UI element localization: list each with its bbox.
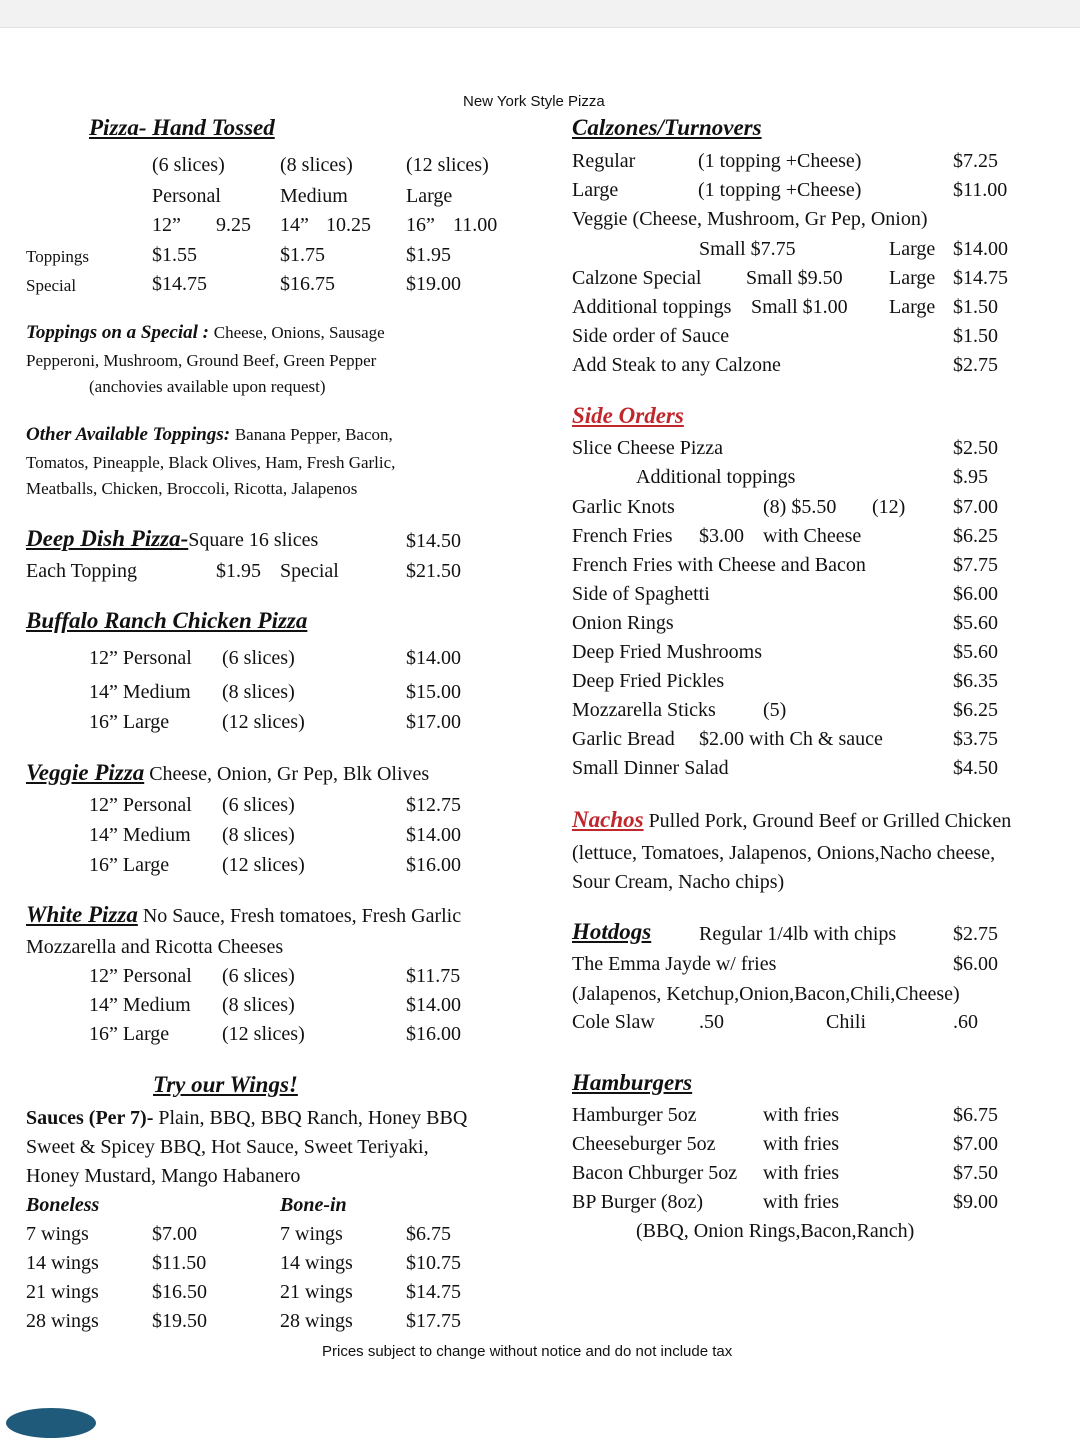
- veggie-heading: Veggie Pizza: [26, 760, 145, 785]
- burger-with: with fries: [763, 1133, 840, 1155]
- slices: (8 slices): [222, 994, 295, 1016]
- item-price: $7.75: [953, 554, 998, 576]
- item-mid: with Cheese: [763, 525, 862, 547]
- price: $12.75: [406, 794, 461, 816]
- buffalo-heading: Buffalo Ranch Chicken Pizza: [26, 608, 308, 633]
- item-price: $2.50: [953, 437, 998, 459]
- wings-heading: Try our Wings!: [153, 1072, 298, 1097]
- size-inch: 12”: [152, 214, 181, 236]
- special-toppings-label: Toppings on a Special :: [26, 322, 209, 343]
- item-mid: (12): [872, 496, 906, 518]
- item-mid: $3.00: [699, 525, 744, 547]
- item-name: French Fries with Cheese and Bacon: [572, 554, 866, 576]
- size-price: 10.25: [326, 214, 371, 236]
- other-toppings-line2: Tomatos, Pineapple, Black Olives, Ham, Fresh Garlic,: [26, 453, 396, 472]
- size: 14” Medium: [89, 824, 191, 846]
- item-name: Onion Rings: [572, 612, 674, 634]
- calzone-special-small: Small $9.50: [746, 267, 843, 289]
- slices: (12 slices): [222, 711, 305, 733]
- item-price: $5.60: [953, 641, 998, 663]
- hamburgers-heading: Hamburgers: [572, 1070, 693, 1095]
- veggie-calzone-small: Small $7.75: [699, 238, 796, 260]
- slices: (12 slices): [222, 854, 305, 876]
- each-topping-label: Each Topping: [26, 560, 137, 582]
- special-label: Special: [26, 276, 77, 295]
- size-slices: (8 slices): [280, 154, 353, 176]
- calzones-heading: Calzones/Turnovers: [572, 115, 762, 140]
- wing-count: 28 wings: [26, 1310, 99, 1332]
- item-name: Deep Fried Mushrooms: [572, 641, 762, 663]
- white-desc2: Mozzarella and Ricotta Cheeses: [26, 936, 284, 958]
- wing-price: $17.75: [406, 1310, 461, 1332]
- hotdog-emma-desc: (Jalapenos, Ketchup,Onion,Bacon,Chili,Cheese): [572, 983, 960, 1005]
- item-name: Small Dinner Salad: [572, 757, 729, 779]
- veggie-desc: Cheese, Onion, Gr Pep, Blk Olives: [149, 763, 430, 785]
- slices: (8 slices): [222, 824, 295, 846]
- item-name: Garlic Knots: [572, 496, 675, 518]
- hotdog-emma: The Emma Jayde w/ fries: [572, 953, 777, 975]
- special-toppings-text: Cheese, Onions, Sausage: [213, 323, 385, 342]
- veggie-calzone-large: $14.00: [953, 238, 1008, 260]
- size-inch: 16”: [406, 214, 435, 236]
- other-toppings-line3: Meatballs, Chicken, Broccoli, Ricotta, Jalapenos: [26, 479, 358, 498]
- veggie-line: [26, 761, 429, 786]
- slices: (8 slices): [222, 681, 295, 703]
- other-toppings-line1: [26, 423, 393, 447]
- burger-price: $7.00: [953, 1133, 998, 1155]
- sauces-line2: Sweet & Spicey BBQ, Hot Sauce, Sweet Teriyaki,: [26, 1136, 429, 1158]
- size-name: Personal: [152, 185, 221, 207]
- item-mid: (8) $5.50: [763, 496, 837, 518]
- slices: (6 slices): [222, 647, 295, 669]
- calzone-price: $11.00: [953, 179, 1008, 201]
- item-name: Side of Spaghetti: [572, 583, 710, 605]
- size-name: Large: [406, 185, 453, 207]
- deep-dish-desc: Square 16 slices: [188, 529, 319, 551]
- item-mid: $2.00 with Ch & sauce: [699, 728, 883, 750]
- chili-price: .60: [953, 1011, 978, 1033]
- size-slices: (6 slices): [152, 154, 225, 176]
- item-price: $.95: [953, 466, 988, 488]
- toppings-label: Toppings: [26, 247, 90, 266]
- calzone-price: $7.25: [953, 150, 998, 172]
- item-price: $6.35: [953, 670, 998, 692]
- wing-count: 14 wings: [280, 1252, 353, 1274]
- deep-special-label: Special: [280, 560, 339, 582]
- burger-price: $6.75: [953, 1104, 998, 1126]
- size-price: 9.25: [216, 214, 251, 236]
- burger-with: with fries: [763, 1162, 840, 1184]
- size: 12” Personal: [89, 794, 192, 816]
- hotdog-emma-price: $6.00: [953, 953, 998, 975]
- wing-price: $6.75: [406, 1223, 451, 1245]
- size: 16” Large: [89, 854, 170, 876]
- side-orders-heading: Side Orders: [572, 403, 684, 428]
- item-price: $6.25: [953, 699, 998, 721]
- hotdog-regular-price: $2.75: [953, 923, 998, 945]
- sauces-text: Plain, BBQ, BBQ Ranch, Honey BBQ: [158, 1107, 468, 1129]
- deep-dish-line: [26, 527, 318, 552]
- size: 16” Large: [89, 711, 170, 733]
- special-toppings-line1: [26, 321, 385, 345]
- addl-toppings-name: Additional toppings: [572, 296, 732, 318]
- nachos-line2: (lettuce, Tomatoes, Jalapenos, Onions,Nacho cheese,: [572, 842, 996, 864]
- item-name: Mozzarella Sticks: [572, 699, 716, 721]
- item-mid: (5): [763, 699, 787, 721]
- calzone-name: Regular: [572, 150, 636, 172]
- white-heading: White Pizza: [26, 902, 138, 927]
- coleslaw-price: .50: [699, 1011, 724, 1033]
- burger-with: with fries: [763, 1104, 840, 1126]
- addl-toppings-small: Small $1.00: [751, 296, 848, 318]
- chili-name: Chili: [826, 1011, 867, 1033]
- deep-special-price: $21.50: [406, 560, 461, 582]
- nachos-line3: Sour Cream, Nacho chips): [572, 871, 785, 893]
- each-topping-price: $1.95: [216, 560, 261, 582]
- item-name: Additional toppings: [636, 466, 796, 488]
- large-label: Large: [889, 267, 936, 289]
- sauces-label: Sauces (Per 7)-: [26, 1107, 154, 1129]
- item-price: $6.00: [953, 583, 998, 605]
- special-toppings-line2: Pepperoni, Mushroom, Ground Beef, Green Pepper: [26, 351, 377, 370]
- wing-count: 21 wings: [280, 1281, 353, 1303]
- special-price: $16.75: [280, 273, 335, 295]
- wing-count: 7 wings: [26, 1223, 89, 1245]
- sauces-line1: [26, 1106, 467, 1130]
- nachos-desc: Pulled Pork, Ground Beef or Grilled Chicken: [648, 810, 1012, 832]
- price: $14.00: [406, 994, 461, 1016]
- boneless-label: Boneless: [26, 1194, 100, 1216]
- nachos-heading: Nachos: [572, 807, 644, 832]
- wing-count: 21 wings: [26, 1281, 99, 1303]
- wing-price: $11.50: [152, 1252, 207, 1274]
- steak-price: $2.75: [953, 354, 998, 376]
- large-label: Large: [889, 296, 936, 318]
- topping-price: $1.95: [406, 244, 451, 266]
- item-name: French Fries: [572, 525, 673, 547]
- veggie-calzone-name: Veggie (Cheese, Mushroom, Gr Pep, Onion): [572, 208, 928, 230]
- bp-burger-desc: (BBQ, Onion Rings,Bacon,Ranch): [636, 1220, 915, 1242]
- price: $14.00: [406, 824, 461, 846]
- other-toppings-text: Banana Pepper, Bacon,: [234, 425, 393, 444]
- burger-price: $9.00: [953, 1191, 998, 1213]
- price: $17.00: [406, 711, 461, 733]
- slices: (6 slices): [222, 965, 295, 987]
- deep-dish-price: $14.50: [406, 530, 461, 552]
- special-price: $14.75: [152, 273, 207, 295]
- burger-name: Bacon Chburger 5oz: [572, 1162, 738, 1184]
- wing-count: 28 wings: [280, 1310, 353, 1332]
- calzone-desc: (1 topping +Cheese): [698, 150, 862, 172]
- size: 12” Personal: [89, 965, 192, 987]
- item-price: $4.50: [953, 757, 998, 779]
- calzone-desc: (1 topping +Cheese): [698, 179, 862, 201]
- wing-price: $7.00: [152, 1223, 197, 1245]
- slices: (12 slices): [222, 1023, 305, 1045]
- other-toppings-label: Other Available Toppings:: [26, 424, 231, 445]
- coleslaw-name: Cole Slaw: [572, 1011, 655, 1033]
- hotdog-regular: Regular 1/4lb with chips: [699, 923, 897, 945]
- item-price: $7.00: [953, 496, 998, 518]
- price: $11.75: [406, 965, 461, 987]
- burger-name: Cheeseburger 5oz: [572, 1133, 716, 1155]
- sauce-name: Side order of Sauce: [572, 325, 730, 347]
- white-line: [26, 903, 461, 928]
- wing-count: 14 wings: [26, 1252, 99, 1274]
- price: $14.00: [406, 647, 461, 669]
- size-inch: 14”: [280, 214, 309, 236]
- calzone-name: Large: [572, 179, 619, 201]
- special-toppings-line3: (anchovies available upon request): [89, 377, 326, 396]
- size-name: Medium: [280, 185, 348, 207]
- size-price: 11.00: [453, 214, 498, 236]
- slices: (6 slices): [222, 794, 295, 816]
- size-slices: (12 slices): [406, 154, 489, 176]
- topping-price: $1.75: [280, 244, 325, 266]
- burger-name: Hamburger 5oz: [572, 1104, 697, 1126]
- steak-name: Add Steak to any Calzone: [572, 354, 781, 376]
- wing-price: $14.75: [406, 1281, 461, 1303]
- topping-price: $1.55: [152, 244, 197, 266]
- item-price: $5.60: [953, 612, 998, 634]
- item-name: Deep Fried Pickles: [572, 670, 725, 692]
- nachos-line1: [572, 808, 1011, 833]
- large-label: Large: [889, 238, 936, 260]
- size: 14” Medium: [89, 994, 191, 1016]
- item-price: $6.25: [953, 525, 998, 547]
- burger-price: $7.50: [953, 1162, 998, 1184]
- wing-price: $10.75: [406, 1252, 461, 1274]
- calzone-special-large: $14.75: [953, 267, 1008, 289]
- deep-dish-heading: Deep Dish Pizza-: [26, 526, 189, 551]
- hotdogs-heading: Hotdogs: [572, 919, 652, 944]
- size: 14” Medium: [89, 681, 191, 703]
- size: 16” Large: [89, 1023, 170, 1045]
- sauce-price: $1.50: [953, 325, 998, 347]
- price: $16.00: [406, 854, 461, 876]
- page-title: New York Style Pizza: [463, 93, 605, 110]
- corner-shape: [6, 1408, 96, 1438]
- wing-count: 7 wings: [280, 1223, 343, 1245]
- calzone-special-name: Calzone Special: [572, 267, 702, 289]
- burger-name: BP Burger (8oz): [572, 1191, 704, 1213]
- footer-note: Prices subject to change without notice and do not include tax: [322, 1343, 733, 1360]
- top-bar: [0, 0, 1080, 28]
- white-desc: No Sauce, Fresh tomatoes, Fresh Garlic: [142, 905, 462, 927]
- size: 12” Personal: [89, 647, 192, 669]
- wing-price: $19.50: [152, 1310, 207, 1332]
- price: $16.00: [406, 1023, 461, 1045]
- hand-tossed-heading: Pizza- Hand Tossed: [89, 115, 275, 140]
- item-name: Slice Cheese Pizza: [572, 437, 724, 459]
- burger-with: with fries: [763, 1191, 840, 1213]
- bonein-label: Bone-in: [280, 1194, 347, 1216]
- sauces-line3: Honey Mustard, Mango Habanero: [26, 1165, 301, 1187]
- item-price: $3.75: [953, 728, 998, 750]
- price: $15.00: [406, 681, 461, 703]
- wing-price: $16.50: [152, 1281, 207, 1303]
- special-price: $19.00: [406, 273, 461, 295]
- item-name: Garlic Bread: [572, 728, 675, 750]
- addl-toppings-large: $1.50: [953, 296, 998, 318]
